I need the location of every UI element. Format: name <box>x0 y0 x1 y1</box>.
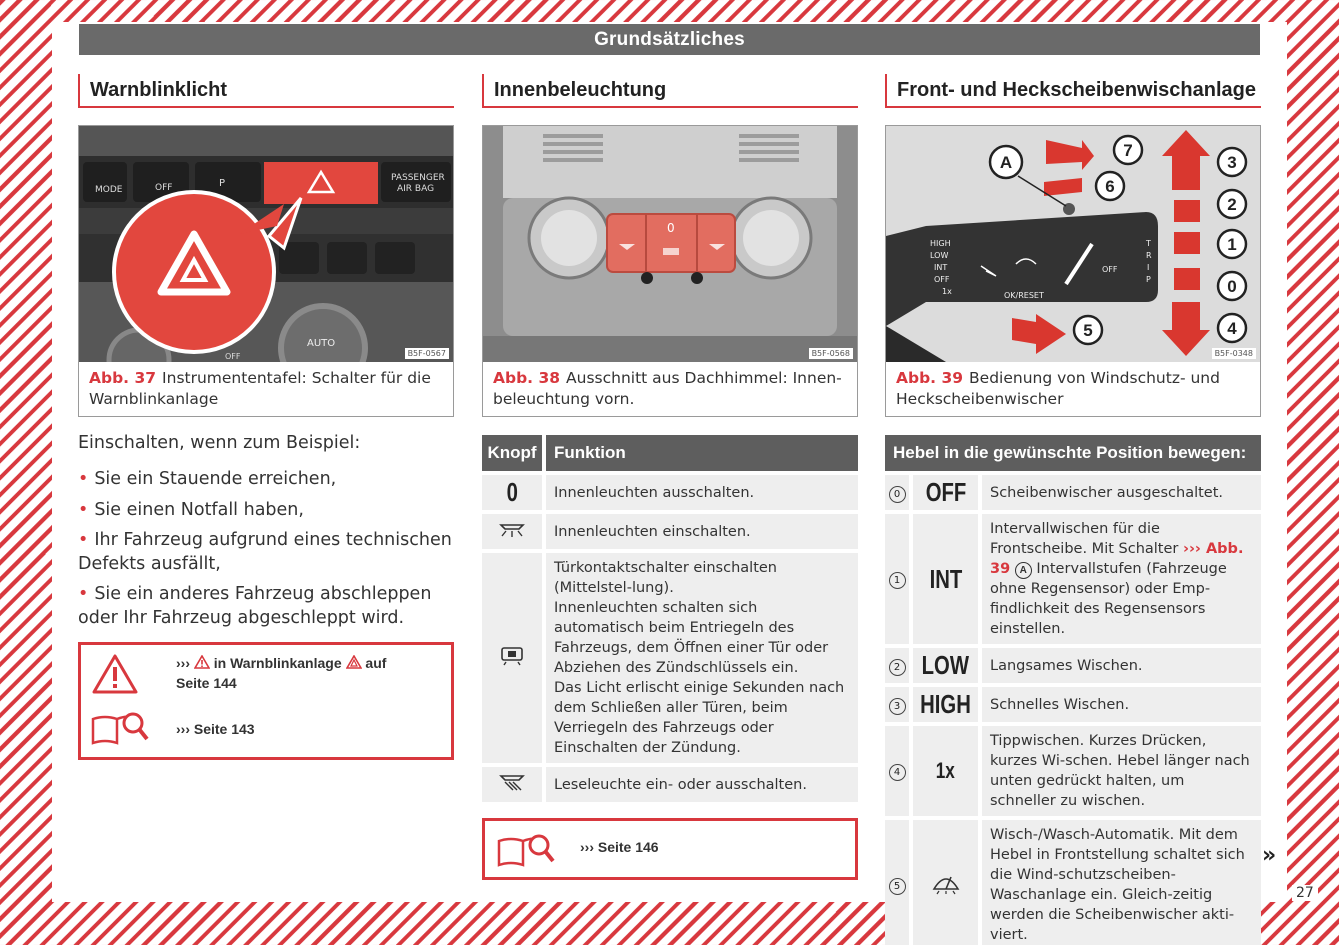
list-item: • Sie einen Notfall haben, <box>78 499 304 520</box>
table-row <box>885 510 1261 644</box>
position-cell: LOW <box>913 644 982 683</box>
book-magnifier-icon <box>495 833 555 869</box>
knopf-cell <box>482 549 546 763</box>
position-cell <box>913 816 982 945</box>
table-row <box>482 510 858 549</box>
funktion-cell: Innenleuchten ausschalten. <box>546 471 858 510</box>
svg-text:HIGH: HIGH <box>930 239 951 248</box>
knopf-cell <box>482 510 546 549</box>
svg-text:5: 5 <box>1083 321 1093 340</box>
mode-label: MODE <box>95 185 123 195</box>
switch-zero-label: 0 <box>667 221 675 235</box>
callout-a: A <box>1015 562 1032 579</box>
section-title: Warnblinklicht <box>78 74 454 108</box>
figure-label: Abb. 37 <box>89 369 157 387</box>
figure-caption <box>483 362 857 416</box>
passenger-label: PASSENGER <box>391 173 445 183</box>
airbag-label: AIR BAG <box>397 184 435 194</box>
svg-text:LOW: LOW <box>930 251 949 260</box>
svg-text:I: I <box>1147 263 1150 272</box>
figure-label: Abb. 39 <box>896 369 964 387</box>
text-cell: Langsames Wischen. <box>982 644 1261 683</box>
position-cell: HIGH <box>913 683 982 722</box>
list-item: • Sie ein Stauende erreichen, <box>78 469 337 489</box>
section-title: Innenbeleuchtung <box>482 74 858 108</box>
bullet-list <box>78 468 454 630</box>
column-warnblinklicht <box>78 74 454 760</box>
wipe-wash-icon <box>931 869 961 895</box>
text-cell: Tippwischen. Kurzes Drücken, kurzes Wi-schen. Hebel länger nach unten gedrückt halten, um schneller zu wischen. <box>982 722 1261 816</box>
figure-label: Abb. 38 <box>493 369 561 387</box>
funktion-cell: Türkontaktschalter einschalten (Mittelstel-lung). Innenleuchten schalten sich automatisch beim Entriegeln des Fahrzeugs, dem Öffnen einer Tür oder Abziehen des Zündschlüssels ein. Das Licht erlischt einige Sekunden nach dem Schließen aller Türen, beim Verriegeln des Fahrzeugs oder Einschalten der Zündung. <box>546 549 858 763</box>
button-function-table <box>482 435 858 802</box>
table-row <box>885 471 1261 510</box>
off2-label: OFF <box>225 352 241 361</box>
svg-text:INT: INT <box>934 263 948 272</box>
num-cell: 4 <box>885 722 913 816</box>
num-cell: 1 <box>885 510 913 644</box>
column-wischanlage <box>885 74 1261 945</box>
svg-text:A: A <box>999 153 1013 172</box>
position-cell: OFF <box>913 471 982 510</box>
num-cell: 3 <box>885 683 913 722</box>
light-on-icon <box>497 519 527 539</box>
column-innenbeleuchtung <box>482 74 858 880</box>
intro-text: Einschalten, wenn zum Beispiel: <box>78 433 361 453</box>
bullet-icon: • <box>78 584 89 604</box>
figure-ref-link[interactable]: ››› Abb. 39 <box>990 541 1244 577</box>
page-header: Grundsätzliches <box>79 24 1260 55</box>
reading-light-icon <box>497 772 527 792</box>
door-contact-icon <box>498 644 526 666</box>
svg-text:2: 2 <box>1227 195 1237 214</box>
column-header: Funktion <box>546 435 858 471</box>
roof-light-illustration <box>483 126 857 362</box>
caption-text: Instrumententafel: Schalter für die Warnblinkanlage <box>89 369 431 408</box>
hazard-small-icon <box>346 655 362 669</box>
svg-text:1: 1 <box>1227 235 1237 254</box>
wiper-lever-illustration <box>886 126 1260 362</box>
warning-link[interactable]: ››› in Warnblinkanlage auf Seite 144 <box>176 655 387 691</box>
svg-text:T: T <box>1146 239 1151 248</box>
table-row <box>482 471 858 510</box>
figure-caption <box>886 362 1260 416</box>
table-row <box>885 644 1261 683</box>
figure-39 <box>885 125 1261 417</box>
svg-text:OFF: OFF <box>1102 265 1118 274</box>
bullet-icon: • <box>78 530 89 550</box>
num-cell: 5 <box>885 816 913 945</box>
svg-text:OK/RESET: OK/RESET <box>1004 291 1044 300</box>
caption-text: Bedienung von Windschutz- und Heckscheibenwischer <box>896 369 1220 408</box>
table-row <box>482 549 858 763</box>
caption-text: Ausschnitt aus Dachhimmel: Innen-beleuchtung vorn. <box>493 369 842 408</box>
text-cell: Schnelles Wischen. <box>982 683 1261 722</box>
svg-text:OFF: OFF <box>934 275 950 284</box>
hazard-switch-illustration <box>79 126 453 362</box>
warning-small-icon <box>194 655 210 669</box>
auto-label: AUTO <box>307 338 336 349</box>
svg-text:1x: 1x <box>942 287 952 296</box>
book-link[interactable]: ››› Seite 143 <box>176 721 255 737</box>
continue-arrow-icon: » <box>1262 843 1277 868</box>
roof-light-photo <box>483 126 857 362</box>
text-cell: Intervallwischen für die Frontscheibe. Mit Schalter ››› Abb. 39 A Intervallstufen (Fahrzeuge ohne Regensensor) oder Emp-findlichkeit des Regensensors einstellen. <box>982 510 1261 644</box>
table-header: Hebel in die gewünschte Position bewegen: <box>885 435 1261 471</box>
funktion-cell: Leseleuchte ein- oder ausschalten. <box>546 763 858 802</box>
num-cell: 0 <box>885 471 913 510</box>
figure-code: B5F-0567 <box>405 348 449 359</box>
book-magnifier-icon <box>89 711 149 747</box>
figure-37 <box>78 125 454 417</box>
text-cell: Wisch-/Wasch-Automatik. Mit dem Hebel in Frontstellung schaltet sich die Wind-schutzscheiben-Waschanlage ein. Gleich-zeitig werden die Scheibenwischer akti-viert. <box>982 816 1261 945</box>
figure-code: B5F-0348 <box>1212 348 1256 359</box>
num-cell: 2 <box>885 644 913 683</box>
table-row <box>885 683 1261 722</box>
bullet-icon: • <box>78 469 89 489</box>
page-number: 27 <box>1292 885 1318 901</box>
svg-text:3: 3 <box>1227 153 1237 172</box>
svg-text:4: 4 <box>1227 319 1237 338</box>
list-item: • Sie ein anderes Fahrzeug abschleppen oder Ihr Fahrzeug abgeschleppt wird. <box>78 584 432 628</box>
warning-triangle-icon <box>91 653 139 695</box>
knopf-cell <box>482 763 546 802</box>
bullet-icon: • <box>78 499 89 520</box>
table-row <box>885 722 1261 816</box>
section-title: Front- und Heckscheibenwischanlage <box>885 74 1261 108</box>
figure-caption <box>79 362 453 416</box>
position-cell: INT <box>913 510 982 644</box>
table-row <box>885 816 1261 945</box>
list-item: • Ihr Fahrzeug aufgrund eines technischen Defekts ausfällt, <box>78 530 452 574</box>
knopf-cell: 0 <box>482 471 546 510</box>
column-header: Knopf <box>482 435 546 471</box>
funktion-cell: Innenleuchten einschalten. <box>546 510 858 549</box>
svg-text:6: 6 <box>1105 177 1115 196</box>
lever-position-table <box>885 435 1261 945</box>
warning-reference-box <box>78 642 454 760</box>
table-row <box>482 763 858 802</box>
figure-code: B5F-0568 <box>809 348 853 359</box>
svg-text:7: 7 <box>1123 141 1133 160</box>
position-cell: 1x <box>913 722 982 816</box>
svg-text:R: R <box>1146 251 1152 260</box>
figure-38 <box>482 125 858 417</box>
wiper-lever-diagram <box>886 126 1260 362</box>
svg-text:0: 0 <box>1227 277 1237 296</box>
svg-text:P: P <box>1146 275 1151 284</box>
hazard-switch-photo <box>79 126 453 362</box>
park-label: P <box>219 178 226 189</box>
off-label: OFF <box>155 183 173 193</box>
reference-box <box>482 818 858 880</box>
book-link[interactable]: ››› Seite 146 <box>580 839 659 855</box>
text-cell: Scheibenwischer ausgeschaltet. <box>982 471 1261 510</box>
